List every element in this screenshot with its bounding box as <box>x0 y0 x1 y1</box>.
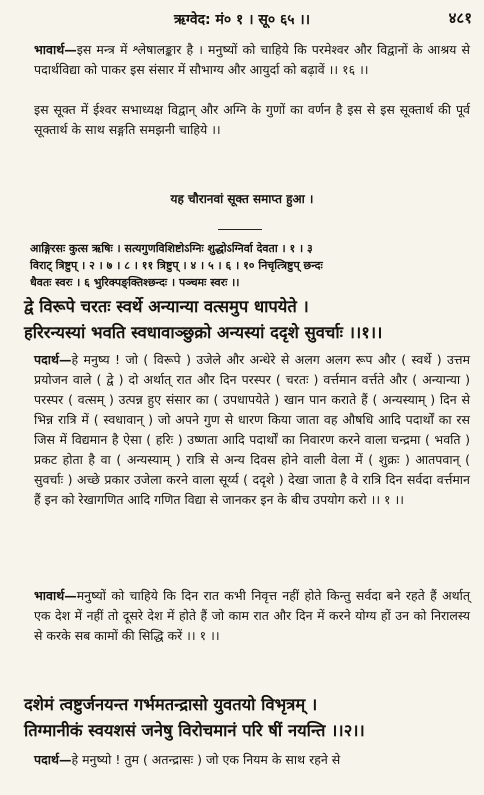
bhavartha-label: भावार्थ— <box>34 42 77 57</box>
padartha-label: पदार्थ— <box>34 352 72 367</box>
padartha-label: पदार्थ— <box>34 752 72 767</box>
padartha-1 <box>34 350 470 510</box>
mantra-2 <box>24 692 474 744</box>
intro-bhavartha <box>34 40 470 80</box>
bhavartha-text: मनुष्यों को चाहिये कि दिन रात कभी निवृत्त नहीं होते किन्तु सर्वदा बने रहते हैं अर्थात् एक देश में नहीं तो दूसरे देश में होते हैं जो काम रात और दिन में करने योग्य हों उन को निरालस्य से करके सब कामों की सिद्धि करें ।। १ ।। <box>34 588 470 643</box>
meta-line: विराट् त्रिष्टुप् । २ । ७ । ८ । ११ त्रिष्टुप् । ४ । ५ । ६ । १० निचृत्त्रिष्टुप् छन्दः <box>30 259 323 272</box>
padartha-text: हे मनुष्यो ! तुम ( अतन्द्रासः ) जो एक नियम के साथ रहने से <box>71 752 341 767</box>
padartha-text: हे मनुष्य ! जो ( विरूपे ) उजेले और अन्धेरे से अलग अलग रूप और ( स्वर्थे ) उत्तम प्रयोजन वाले ( द्वे ) दो अर्थात् रात और दिन परस्पर ( चरतः ) वर्त्तमान वर्त्तते और ( अन्यान्या ) परस्पर ( वत्सम् ) उत्पन्न हुए संसार का ( उपधापयेते ) खान पान कराते हैं ( अन्यस्याम् ) दिन से भिन्न रात्रि में ( स्वधावान् ) जो अपने गुण से धारण किया जाता वह औषधि आदि पदार्थों का रस जिस में विद्यमान है ऐसा ( हरिः ) उष्णता आदि पदार्थों का निवारण करने वाला चन्द्रमा ( भवति ) प्रकट होता है वा ( अन्यस्याम् ) रात्रि से अन्य दिवस होने वाली वेला में ( शुक्रः ) आतपवान् ( सुवर्चाः ) अच्छे प्रकार उजेला करने वाला सूर्य्य ( ददृशे ) देखा जाता है वे रात्रि दिन सर्वदा वर्त्तमान हैं इन को रेखागणित आदि गणित विद्या से जानकर इन के बीच उपयोग करो ।। १ ।। <box>34 352 470 507</box>
mantra-metadata <box>30 240 470 291</box>
running-title: ऋग्वेद: मं० १ । सू० ६५ ।। <box>173 12 311 28</box>
sukta-completion-note: यह चौरानवां सूक्त समाप्त हुआ । <box>170 192 314 206</box>
mantra-line: द्वे विरूपे चरतः स्वर्थे अन्यान्या वत्समुप धापयेते । <box>24 297 309 316</box>
section-divider <box>218 229 262 230</box>
bhavartha-text: इस मन्त्र में श्लेषालङ्कार है । मनुष्यों को चाहिये कि परमेश्वर और विद्वानों के आश्रय से पदार्थविद्या को पाकर इस संसार में सौभाग्य और आयुर्दा को बढ़ावें ।। १६ ।। <box>34 42 470 77</box>
sukta-summary: इस सूक्त में ईश्वर सभाध्यक्ष विद्वान् और अग्नि के गुणों का वर्णन है इस से इस सूक्तार्थ की पूर्व सूक्तार्थ के साथ सङ्गति समझनी चाहिये ।। <box>34 102 470 137</box>
mantra-line: दशेमं त्वष्टुर्जनयन्त गर्भमतन्द्रासो युवतयो विभृत्रम् । <box>24 695 318 714</box>
meta-line: धैवतः स्वरः । ६ भुरिक्पङ्क्तिश्छन्दः । पञ्चमः स्वरः ।। <box>30 276 240 289</box>
mantra-line: हरिरन्यस्यां भवति स्वधावाञ्छुक्रो अन्यस्यां ददृशे सुवर्चाः ।।१।। <box>24 323 383 342</box>
mantra-line: तिग्मानीकं स्वयशसं जनेषु विरोचमानं परि षीं नयन्ति ।।२।। <box>24 721 365 740</box>
page-number: ४८१ <box>448 9 472 27</box>
bhavartha-1 <box>34 586 470 646</box>
padartha-2 <box>34 750 470 770</box>
bhavartha-label: भावार्थ— <box>34 588 77 603</box>
page-header <box>0 4 484 34</box>
meta-line: आङ्गिरसः कुत्स ऋषिः । सत्यगुणविशिष्टोऽग्निः शुद्धोऽग्निर्वा देवता । १ । ३ <box>30 242 313 255</box>
mantra-1 <box>24 294 474 346</box>
